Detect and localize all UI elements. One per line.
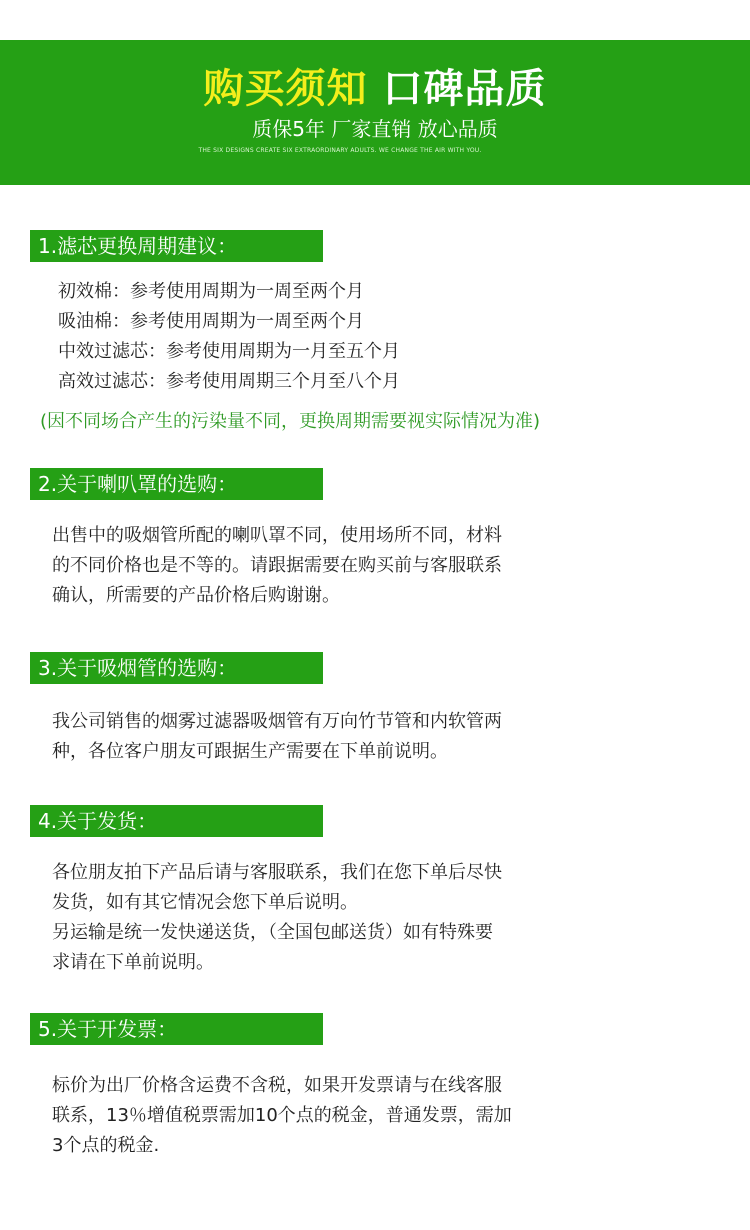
- section-2-line: 的不同价格也是不等的。请跟据需要在购买前与客服联系: [52, 555, 502, 576]
- section-3-body: [52, 707, 502, 767]
- section-1-note: (因不同场合产生的污染量不同，更换周期需要视实际情况为准): [40, 411, 541, 432]
- banner-title-highlight: 购买须知: [203, 66, 368, 112]
- section-5-body: [52, 1071, 512, 1161]
- section-1-line: 中效过滤芯：参考使用周期为一月至五个月: [58, 341, 400, 362]
- section-2-line: 出售中的吸烟管所配的喇叭罩不同，使用场所不同，材料: [52, 525, 502, 546]
- section-3-heading: 3.关于吸烟管的选购：: [30, 652, 323, 684]
- section-4-line: 各位朋友拍下产品后请与客服联系，我们在您下单后尽快: [52, 862, 502, 883]
- section-5-line: 3个点的税金.: [52, 1135, 160, 1156]
- section-4-heading: 4.关于发货：: [30, 805, 323, 837]
- section-4-line: 发货，如有其它情况会您下单后说明。: [52, 892, 358, 913]
- banner-title: [0, 65, 750, 113]
- section-4-body: [52, 858, 502, 978]
- section-1-line: 吸油棉：参考使用周期为一周至两个月: [58, 311, 364, 332]
- section-2-line: 确认，所需要的产品价格后购谢谢。: [52, 585, 340, 606]
- banner-tagline: THE SIX DESIGNS CREATE SIX EXTRAORDINARY ADULTS. WE CHANGE THE AIR WITH YOU.: [198, 147, 482, 154]
- section-3-line: 我公司销售的烟雾过滤器吸烟管有万向竹节管和内软管两: [52, 711, 502, 732]
- section-1-line: 初效棉：参考使用周期为一周至两个月: [58, 281, 364, 302]
- section-5-heading: 5.关于开发票：: [30, 1013, 323, 1045]
- section-4-line: 求请在下单前说明。: [52, 952, 214, 973]
- section-2-body: [52, 521, 502, 611]
- banner-subtitle: 质保5年 厂家直销 放心品质: [252, 117, 498, 141]
- section-2-heading: 2.关于喇叭罩的选购：: [30, 468, 323, 500]
- section-4-line: 另运输是统一发快递送货，（全国包邮送货）如有特殊要: [52, 922, 493, 943]
- section-3-line: 种，各位客户朋友可跟据生产需要在下单前说明。: [52, 741, 448, 762]
- section-1-body: [58, 277, 400, 397]
- section-5-line: 联系，13％增值税票需加10个点的税金，普通发票，需加: [52, 1105, 512, 1126]
- section-1-heading: 1.滤芯更换周期建议：: [30, 230, 323, 262]
- section-5-line: 标价为出厂价格含运费不含税，如果开发票请与在线客服: [52, 1075, 502, 1096]
- section-1-line: 高效过滤芯：参考使用周期三个月至八个月: [58, 371, 400, 392]
- banner-title-rest: 口碑品质: [382, 66, 547, 112]
